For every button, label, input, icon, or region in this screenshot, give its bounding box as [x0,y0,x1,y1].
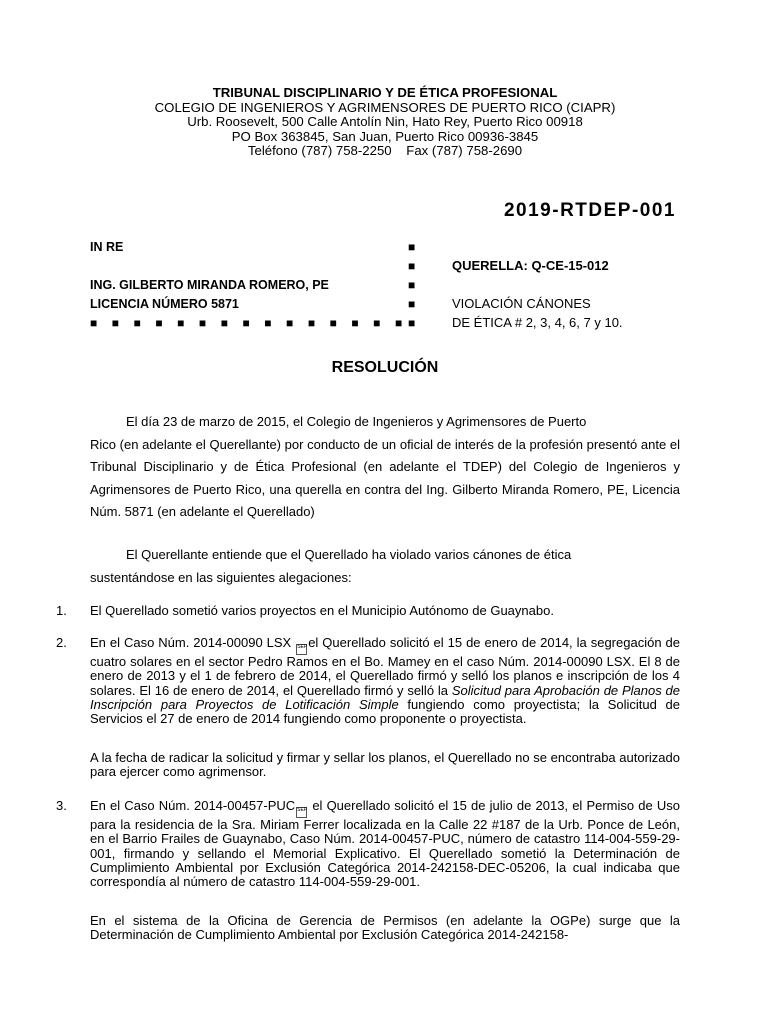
separator-square: ■ [408,259,416,273]
querella-number: QUERELLA: Q-CE-15-012 [452,258,609,273]
allegations-intro-paragraph [90,544,680,589]
item-number: 1. [56,603,67,618]
item-text-part: fungiendo como proyectista; la Solicitud de Servicios el 27 de enero de 2014 fungiendo como proponente o proyectista. [90,696,680,727]
license-number: LICENCIA NÚMERO 5871 [90,297,239,311]
intro-paragraph [90,411,680,524]
item-text-part: el Querellado solicitó el 15 de julio de 2013, el Permiso de Uso para la residencia de la Sra. Miriam Ferrer localizada en la Calle 22 #187 de la Urb. Ponce de León, en el Barrio Frailes de Guaynabo, Caso Núm. 2014-00457-PUC, número de catastro 114-004-559-29-001, firmando y sellando el Memorial Explicativo. El Querellado sometió la Determinación de Cumplimiento Ambiental por Exclusión Categórica 2014-242158-DEC-05206, la cual indicaba que correspondía al número de catastro 114-004-559-29-001. [90,798,680,890]
missing-glyph-icon: SEP [296,644,307,655]
item-followup-paragraph: En el sistema de la Oficina de Gerencia de Permisos (en adelante la OGPe) surge que la Determinación de Cumplimiento Ambiental por Exclusión Categórica 2014-242158- [90,913,680,943]
allegations-intro-line-1: El Querellante entiende que el Querellado ha violado varios cánones de ética [126,547,572,562]
respondent-name: ING. GILBERTO MIRANDA ROMERO, PE [90,278,329,292]
item-text: El Querellado sometió varios proyectos en el Municipio Autónomo de Guaynabo. [90,603,554,618]
letterhead [0,86,770,159]
item-text [90,799,680,889]
separator-square: ■ [408,278,416,292]
item-number: 2. [56,635,67,650]
intro-remaining-text: Rico (en adelante el Querellante) por conducto de un oficial de interés de la profesión presentó ante el Tribunal Disciplinario y de Ética Profesional (en adelante el TDEP) del Colegio de Ingenieros y Agrimensores de Puerto Rico, una querella en contra del Ing. Gilberto Miranda Romero, PE, Licencia Núm. 5871 (en adelante el Querellado) [90,436,680,519]
item-text-part: En el Caso Núm. 2014-00090 LSX [90,635,292,650]
item-text-italic: Solicitud para Aprobación de Planos de Inscripción para Proyectos de Lotificación Simple [90,682,681,712]
caption-square-row: ■ ■ ■ ■ ■ ■ ■ ■ ■ ■ ■ ■ ■ ■ ■ [90,316,408,330]
in-re-label: IN RE [90,240,124,254]
tribunal-title: TRIBUNAL DISCIPLINARIO Y DE ÉTICA PROFESIONAL [212,85,558,100]
item-text [90,636,680,726]
phone-fax: Teléfono (787) 758-2250 Fax (787) 758-2690 [247,143,523,159]
separator-square: ■ [408,240,416,254]
street-address: Urb. Roosevelt, 500 Calle Antolín Nin, Hato Rey, Puerto Rico 00918 [187,114,583,130]
violation-line-2: DE ÉTICA # 2, 3, 4, 6, 7 y 10. [452,315,623,330]
item-number: 3. [56,798,67,813]
violation-line-1: VIOLACIÓN CÁNONES [452,296,591,311]
separator-square: ■ [408,297,416,311]
document-title: RESOLUCIÓN [331,359,439,376]
separator-square: ■ [408,316,416,330]
po-box-address: PO Box 363845, San Juan, Puerto Rico 00936-3845 [231,128,539,144]
item-text-part: el Querellado solicitó el 15 de enero de 2014, la segregación de cuatro solares en el sector Pedro Ramos en el Bo. Mamey en el caso Núm. 2014-00090 LSX. El 8 de enero de 2013 y el 1 de febrero de 2014, el Querellado firmó y selló los planos e inscripción de los 4 solares. El 16 de enero de 2014, el Querellado firmó y selló la [90,635,680,698]
case-number: 2019-RTDEP-001 [503,200,676,221]
item-followup-paragraph: A la fecha de radicar la solicitud y firmar y sellar los planos, el Querellado no se encontraba autorizado para ejercer como agrimensor. [90,750,680,780]
item-text-part: En el Caso Núm. 2014-00457-PUC [90,798,296,813]
organization-name: COLEGIO DE INGENIEROS Y AGRIMENSORES DE PUERTO RICO (CIAPR) [154,99,616,115]
intro-first-line: El día 23 de marzo de 2015, el Colegio de Ingenieros y Agrimensores de Puerto [126,414,587,429]
missing-glyph-icon: SEP [296,807,307,818]
allegations-intro-line-2: sustentándose en las siguientes alegaciones: [90,569,352,585]
